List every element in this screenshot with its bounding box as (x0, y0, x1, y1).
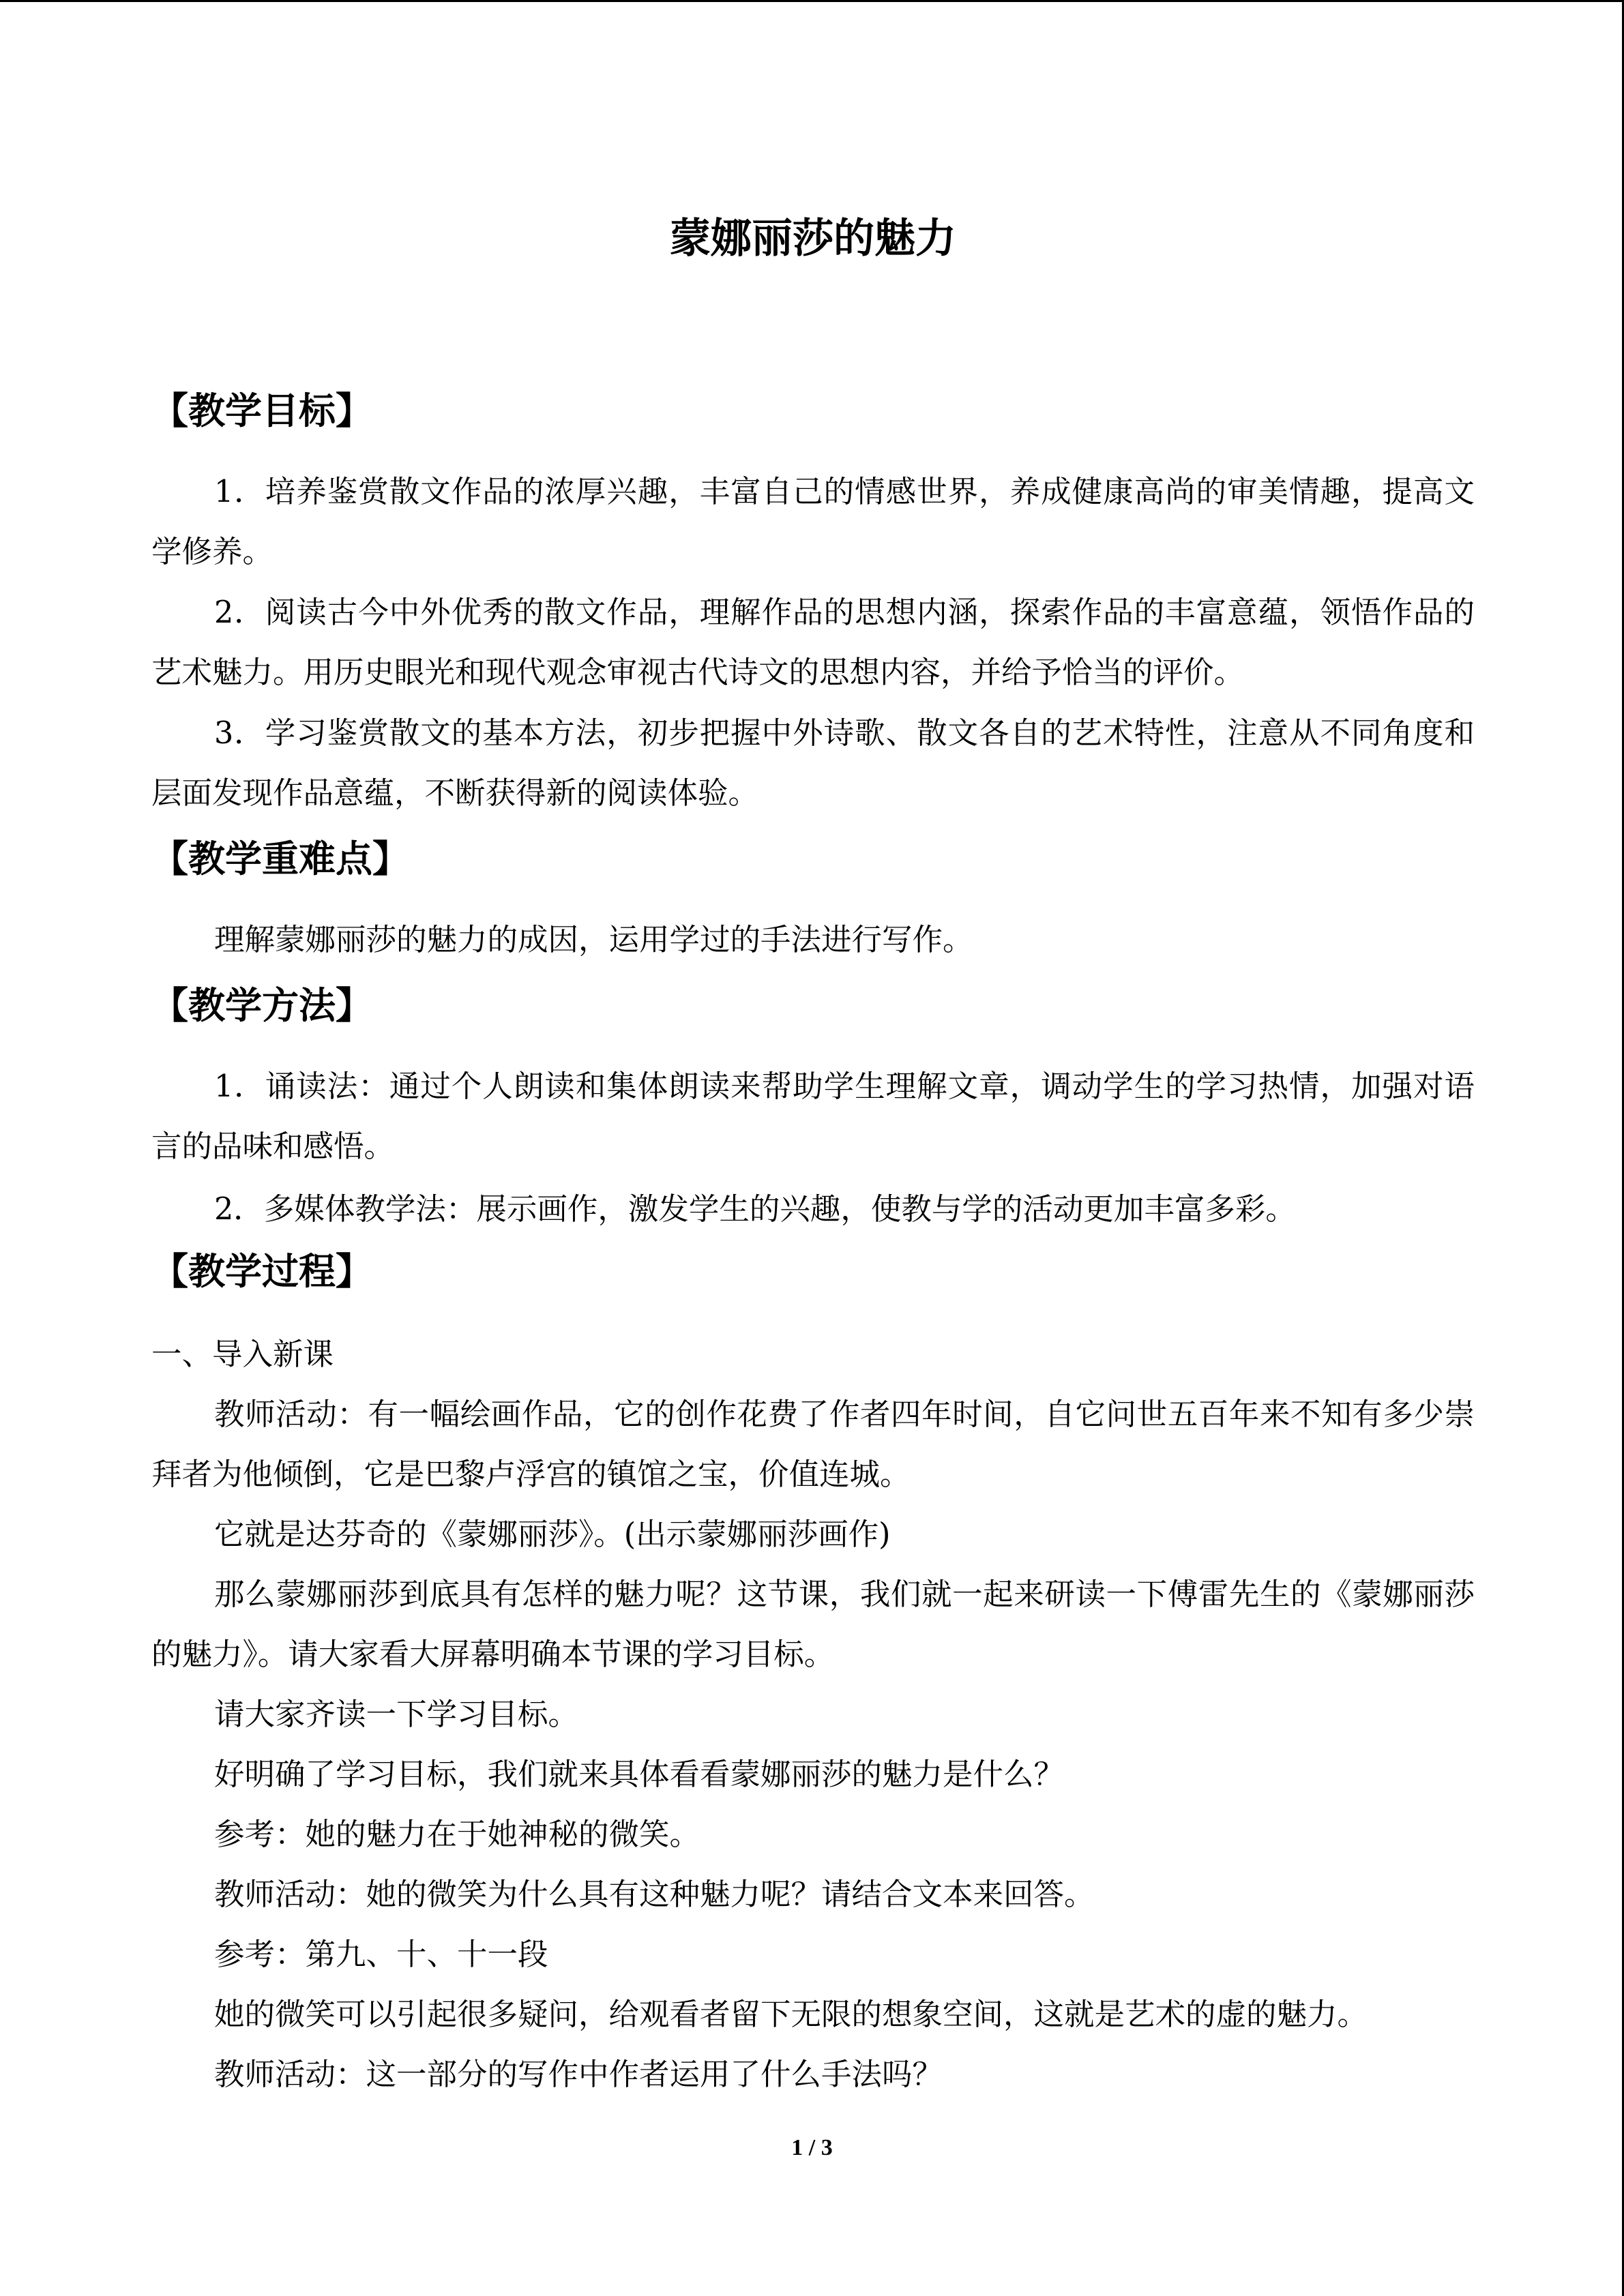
page-number: 1 / 3 (791, 2135, 833, 2160)
key-points-text: 理解蒙娜丽莎的魅力的成因，运用学过的手法进行写作。 (214, 923, 973, 957)
objective-item-3: 3．学习鉴赏散文的基本方法，初步把握中外诗歌、散文各自的艺术特性，注意从不同角度和层面发现作品意蕴，不断获得新的阅读体验。 (151, 716, 1475, 811)
objective-item-2: 2．阅读古今中外优秀的散文作品，理解作品的思想内涵，探索作品的丰富意蕴，领悟作品的艺术魅力。用历史眼光和现代观念审视古代诗文的思想内容，并给予恰当的评价。 (151, 595, 1475, 690)
objective-item-1: 1．培养鉴赏散文作品的浓厚兴趣，丰富自己的情感世界，养成健康高尚的审美情趣，提高文学修养。 (151, 475, 1475, 569)
process-paragraph-10: 教师活动：这一部分的写作中作者运用了什么手法吗？ (214, 2057, 943, 2092)
process-paragraph-9: 她的微笑可以引起很多疑问，给观看者留下无限的想象空间，这就是艺术的虚的魅力。 (214, 1997, 1368, 2032)
process-paragraph-5: 好明确了学习目标，我们就来具体看看蒙娜丽莎的魅力是什么？ (214, 1757, 1065, 1792)
process-paragraph-6: 参考：她的魅力在于她神秘的微笑。 (214, 1817, 700, 1852)
method-item-1: 1．诵读法：通过个人朗读和集体朗读来帮助学生理解文章，调动学生的学习热情，加强对语言的品味和感悟。 (151, 1069, 1475, 1164)
process-paragraph-4: 请大家齐读一下学习目标。 (214, 1697, 579, 1732)
process-paragraph-1: 教师活动：有一幅绘画作品，它的创作花费了作者四年时间，自它问世五百年来不知有多少崇拜者为他倾倒，它是巴黎卢浮宫的镇馆之宝，价值连城。 (151, 1397, 1475, 1492)
document-title: 蒙娜丽莎的魅力 (670, 215, 956, 263)
process-paragraph-7: 教师活动：她的微笑为什么具有这种魅力呢？请结合文本来回答。 (214, 1877, 1095, 1912)
process-paragraph-2: 它就是达芬奇的《蒙娜丽莎》。(出示蒙娜丽莎画作) (214, 1517, 891, 1552)
heading-objectives: 【教学目标】 (151, 389, 372, 432)
process-subheading: 一、导入新课 (151, 1337, 334, 1372)
heading-key-points: 【教学重难点】 (151, 837, 409, 880)
method-item-2: 2．多媒体教学法：展示画作，激发学生的兴趣，使教与学的活动更加丰富多彩。 (214, 1192, 1296, 1227)
heading-methods: 【教学方法】 (151, 984, 372, 1027)
page-border-top (0, 0, 1624, 2)
heading-process: 【教学过程】 (151, 1250, 372, 1293)
process-paragraph-3: 那么蒙娜丽莎到底具有怎样的魅力呢？这节课，我们就一起来研读一下傅雷先生的《蒙娜丽莎的魅力》。请大家看大屏幕明确本节课的学习目标。 (151, 1577, 1475, 1672)
process-paragraph-8: 参考：第九、十、十一段 (214, 1937, 548, 1972)
